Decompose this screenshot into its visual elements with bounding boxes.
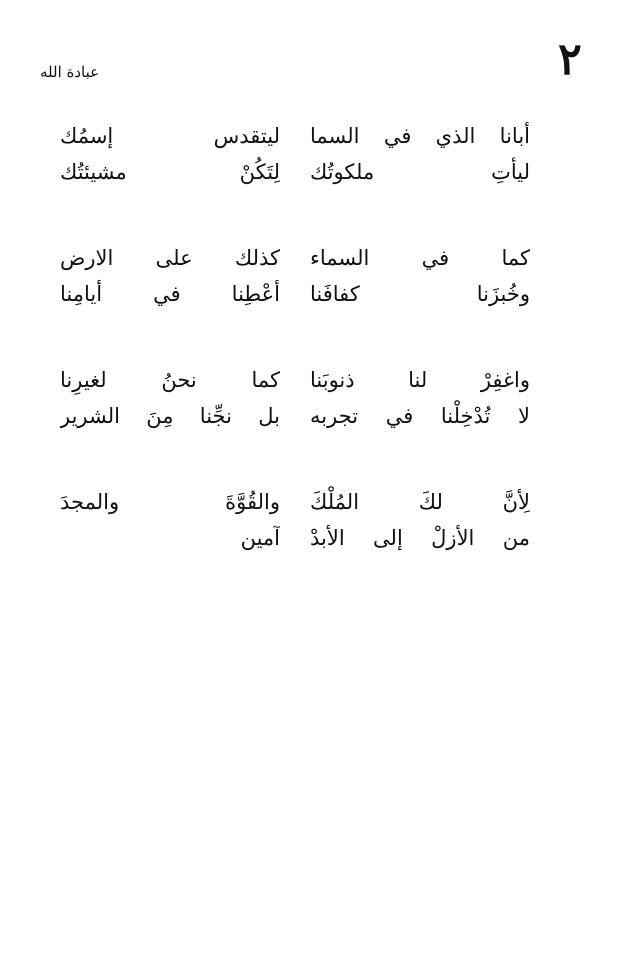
verse-right-hemistich: واغفِرْ لنا ذنوبَنا: [310, 368, 530, 392]
verse-right-hemistich: لا تُدْخِلْنا في تجربه: [310, 404, 530, 428]
verse-line: [60, 118, 530, 154]
verse-line: [60, 362, 530, 398]
verse-left-hemistich: بل نجِّنا مِنَ الشرير: [60, 404, 280, 428]
verse-line: [60, 276, 530, 312]
verse-right-hemistich: أبانا الذي في السما: [310, 124, 530, 148]
verse-right-hemistich: من الأزلْ إلى الأبدْ: [310, 526, 530, 550]
verse-left-hemistich: ليتقدس إسمُك: [60, 124, 280, 148]
verse-line: [60, 240, 530, 276]
verse-left-hemistich: لِتَكُنْ مشيئتُك: [60, 160, 280, 184]
stanza-4: [60, 484, 530, 556]
verse-left-hemistich: آمين: [240, 526, 280, 550]
stanza-2: [60, 240, 530, 312]
verse-right-hemistich: كما في السماء: [310, 246, 530, 270]
verse-line: [60, 398, 530, 434]
verse-right-hemistich: لِأنَّ لكَ المُلْكَ: [310, 490, 530, 514]
running-header-title: عبادة الله: [40, 63, 100, 81]
page-number: ٢: [558, 34, 582, 85]
poem-body: [60, 118, 530, 606]
verse-line: [60, 484, 530, 520]
stanza-1: [60, 118, 530, 190]
stanza-3: [60, 362, 530, 434]
verse-left-hemistich: كما نحنُ لغيرِنا: [60, 368, 280, 392]
verse-left-hemistich: والقُوَّةَ والمجدَ: [60, 490, 280, 514]
verse-line: [60, 520, 530, 556]
verse-left-hemistich: كذلك على الارض: [60, 246, 280, 270]
verse-right-hemistich: وخُبزَنا كفافَنا: [310, 282, 530, 306]
verse-right-hemistich: ليأتِ ملكوتُك: [310, 160, 530, 184]
verse-line: [60, 154, 530, 190]
verse-left-hemistich: أعْطِنا في أيامِنا: [60, 282, 280, 306]
